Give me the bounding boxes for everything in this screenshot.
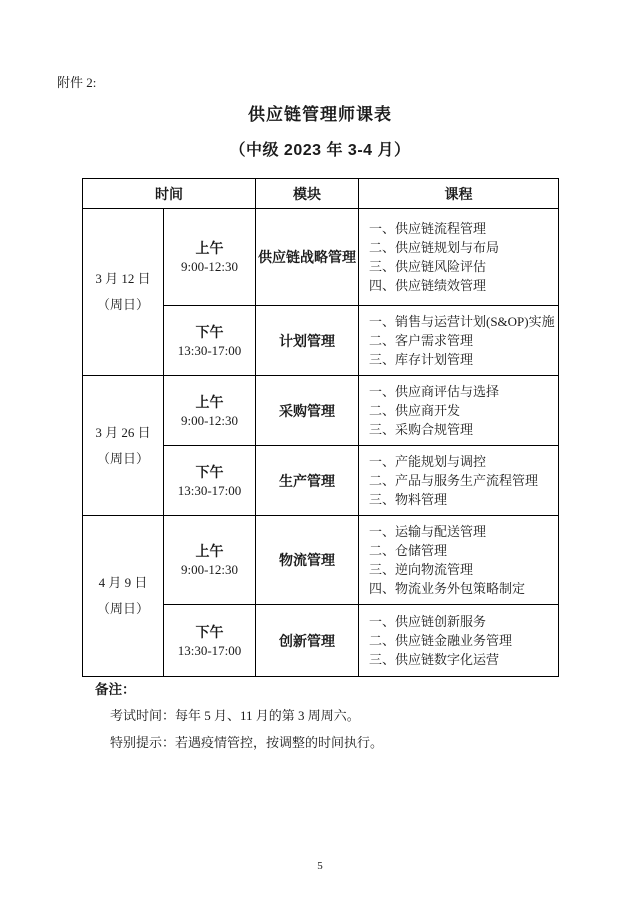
session-period: 上午 <box>195 543 224 559</box>
course-item: 四、供应链绩效管理 <box>369 278 487 293</box>
notes-label: 备注： <box>95 682 136 697</box>
table-row <box>83 209 559 306</box>
column-header-course: 课程 <box>359 179 559 209</box>
date-line-1: 3 月 12 日 <box>95 271 151 286</box>
table-header-row <box>83 179 559 209</box>
date-line-1: 4 月 9 日 <box>98 575 148 590</box>
course-item: 一、销售与运营计划(S&OP)实施 <box>369 314 555 329</box>
time-cell <box>164 516 256 605</box>
course-cell <box>359 306 559 376</box>
module-cell: 计划管理 <box>256 306 359 376</box>
note-special-reminder: 特别提示：若遇疫情管控，按调整的时间执行。 <box>110 735 384 750</box>
course-item: 二、供应商开发 <box>369 403 461 418</box>
course-item: 三、供应链风险评估 <box>369 259 487 274</box>
page-subtitle: （中级 2023 年 3-4 月） <box>229 142 411 159</box>
course-schedule-table <box>82 178 559 677</box>
course-item: 三、逆向物流管理 <box>369 562 474 577</box>
time-cell <box>164 306 256 376</box>
course-item: 一、产能规划与调控 <box>369 454 487 469</box>
date-line-2: （周日） <box>96 450 149 466</box>
time-cell <box>164 209 256 306</box>
date-cell <box>83 376 164 516</box>
course-item: 三、供应链数字化运营 <box>369 652 500 667</box>
session-time: 9:00-12:30 <box>180 562 239 577</box>
table-row <box>83 376 559 446</box>
session-period: 上午 <box>195 393 224 410</box>
module-cell: 创新管理 <box>256 605 359 677</box>
attachment-label: 附件 2: <box>57 75 97 90</box>
column-header-module: 模块 <box>256 179 359 209</box>
session-time: 9:00-12:30 <box>180 412 239 428</box>
course-item: 三、物料管理 <box>369 492 448 507</box>
column-header-time: 时间 <box>83 179 256 209</box>
course-cell <box>359 209 559 306</box>
course-item: 一、运输与配送管理 <box>369 524 487 539</box>
course-item: 二、客户需求管理 <box>369 333 474 348</box>
session-time: 13:30-17:00 <box>177 482 242 498</box>
time-cell <box>164 376 256 446</box>
date-line-2: （周日） <box>96 601 149 616</box>
session-time: 9:00-12:30 <box>180 259 239 274</box>
page-title: 供应链管理师课表 <box>248 105 392 124</box>
module-cell: 供应链战略管理 <box>256 209 359 306</box>
session-time: 13:30-17:00 <box>177 342 242 358</box>
course-item: 一、供应链创新服务 <box>369 614 487 629</box>
course-item: 三、采购合规管理 <box>369 422 474 437</box>
course-item: 二、供应链金融业务管理 <box>369 633 513 648</box>
session-period: 下午 <box>195 623 224 640</box>
course-item: 四、物流业务外包策略制定 <box>369 581 526 596</box>
module-cell: 生产管理 <box>256 446 359 516</box>
course-cell <box>359 605 559 677</box>
time-cell <box>164 446 256 516</box>
page-number: 5 <box>317 860 323 872</box>
table-row <box>83 516 559 605</box>
course-item: 三、库存计划管理 <box>369 352 474 367</box>
course-cell <box>359 516 559 605</box>
course-item: 二、产品与服务生产流程管理 <box>369 473 539 488</box>
date-cell <box>83 209 164 376</box>
course-item: 一、供应链流程管理 <box>369 221 487 236</box>
session-time: 13:30-17:00 <box>177 642 242 658</box>
time-cell <box>164 605 256 677</box>
module-cell: 采购管理 <box>256 376 359 446</box>
course-cell <box>359 376 559 446</box>
session-period: 上午 <box>195 240 224 256</box>
session-period: 下午 <box>195 463 224 480</box>
note-exam-time: 考试时间：每年 5 月、11 月的第 3 周周六。 <box>110 708 360 723</box>
module-cell: 物流管理 <box>256 516 359 605</box>
date-line-1: 3 月 26 日 <box>95 424 151 440</box>
course-item: 一、供应商评估与选择 <box>369 384 500 399</box>
date-line-2: （周日） <box>96 297 149 312</box>
date-cell <box>83 516 164 677</box>
course-item: 二、仓储管理 <box>369 543 448 558</box>
course-cell <box>359 446 559 516</box>
course-item: 二、供应链规划与布局 <box>369 240 500 255</box>
session-period: 下午 <box>195 323 224 340</box>
